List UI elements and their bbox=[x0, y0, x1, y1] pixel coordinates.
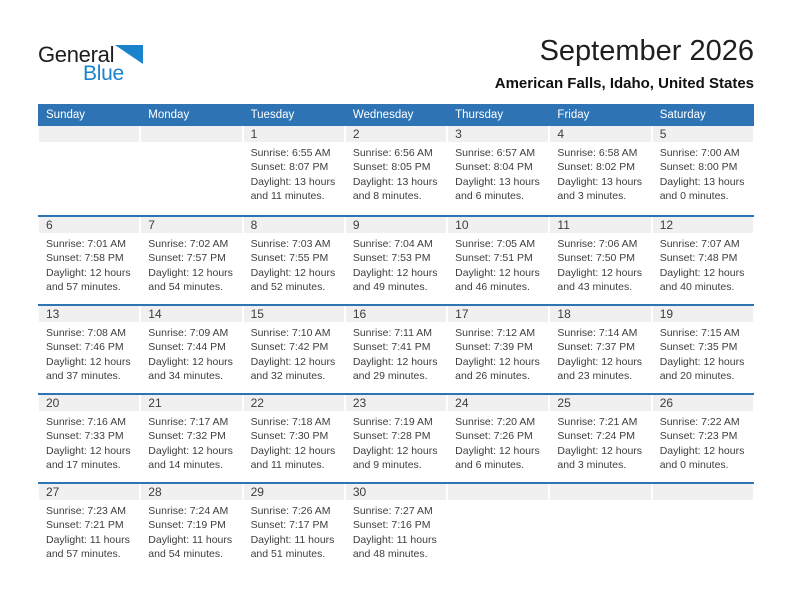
day-number: 8 bbox=[244, 217, 344, 233]
sunset-text: Sunset: 8:07 PM bbox=[250, 161, 329, 174]
day-details bbox=[243, 500, 345, 561]
day-cell bbox=[652, 217, 754, 304]
logo-text-blue: Blue bbox=[83, 62, 124, 85]
day-cell bbox=[549, 126, 651, 215]
sunset-text: Sunset: 7:16 PM bbox=[352, 519, 431, 532]
sunrise-text: Sunrise: 7:21 AM bbox=[557, 416, 638, 428]
daylight-text-2: and 9 minutes. bbox=[352, 458, 422, 471]
sunset-text: Sunset: 7:51 PM bbox=[455, 252, 533, 265]
sunrise-text: Sunrise: 7:17 AM bbox=[148, 416, 229, 428]
page-subtitle: American Falls, Idaho, United States bbox=[494, 74, 754, 92]
daylight-text-2: and 8 minutes. bbox=[352, 189, 422, 202]
sunrise-text: Sunrise: 7:04 AM bbox=[352, 238, 433, 250]
daylight-text-2: and 57 minutes. bbox=[46, 280, 121, 293]
daylight-text-2: and 46 minutes. bbox=[455, 280, 530, 293]
day-number: 11 bbox=[550, 217, 650, 233]
day-number: 19 bbox=[653, 306, 753, 322]
sunrise-text: Sunrise: 7:06 AM bbox=[557, 238, 638, 250]
day-number: 21 bbox=[141, 395, 241, 411]
day-cell bbox=[345, 306, 447, 393]
daylight-text-2: and 11 minutes. bbox=[250, 458, 325, 471]
daylight-text-2: and 37 minutes. bbox=[46, 369, 121, 382]
day-number-band bbox=[550, 484, 650, 500]
sunrise-text: Sunrise: 6:58 AM bbox=[557, 147, 638, 159]
daylight-text: Daylight: 12 hours bbox=[250, 444, 336, 457]
day-cell bbox=[549, 395, 651, 482]
day-number: 14 bbox=[141, 306, 241, 322]
daylight-text: Daylight: 12 hours bbox=[659, 266, 745, 279]
day-number: 17 bbox=[448, 306, 548, 322]
day-number: 12 bbox=[653, 217, 753, 233]
daylight-text: Daylight: 12 hours bbox=[250, 355, 336, 368]
day-cell bbox=[345, 484, 447, 571]
day-details bbox=[652, 233, 754, 294]
day-details bbox=[447, 411, 549, 472]
day-number: 15 bbox=[244, 306, 344, 322]
day-number: 13 bbox=[39, 306, 139, 322]
daylight-text: Daylight: 13 hours bbox=[250, 175, 336, 188]
daylight-text: Daylight: 13 hours bbox=[455, 175, 540, 188]
sunrise-text: Sunrise: 7:05 AM bbox=[455, 238, 536, 250]
sunset-text: Sunset: 7:30 PM bbox=[250, 430, 329, 443]
day-details bbox=[243, 233, 345, 294]
daylight-text: Daylight: 12 hours bbox=[557, 266, 643, 279]
empty-day-cell bbox=[652, 484, 754, 571]
daylight-text: Daylight: 11 hours bbox=[148, 533, 233, 546]
day-details bbox=[345, 411, 447, 472]
day-details bbox=[38, 500, 140, 561]
daylight-text-2: and 54 minutes. bbox=[148, 547, 223, 560]
sunset-text: Sunset: 7:41 PM bbox=[352, 341, 431, 354]
daylight-text: Daylight: 11 hours bbox=[352, 533, 437, 546]
daylight-text: Daylight: 12 hours bbox=[659, 355, 745, 368]
day-number: 10 bbox=[448, 217, 548, 233]
sunset-text: Sunset: 7:53 PM bbox=[352, 252, 431, 265]
day-cell bbox=[140, 306, 242, 393]
day-number: 9 bbox=[346, 217, 446, 233]
sunset-text: Sunset: 7:46 PM bbox=[46, 341, 124, 354]
daylight-text-2: and 48 minutes. bbox=[352, 547, 428, 560]
daylight-text-2: and 0 minutes. bbox=[659, 189, 729, 202]
sunrise-text: Sunrise: 7:14 AM bbox=[557, 327, 638, 339]
day-cell bbox=[140, 217, 242, 304]
empty-day-cell bbox=[549, 484, 651, 571]
empty-day-cell bbox=[140, 126, 242, 215]
day-cell bbox=[345, 395, 447, 482]
day-cell bbox=[38, 484, 140, 571]
day-details bbox=[549, 142, 651, 203]
page-title: September 2026 bbox=[539, 35, 754, 67]
sunset-text: Sunset: 8:05 PM bbox=[352, 161, 431, 174]
day-number-band bbox=[448, 484, 548, 500]
daylight-text: Daylight: 12 hours bbox=[352, 266, 438, 279]
sunrise-text: Sunrise: 7:09 AM bbox=[148, 327, 229, 339]
sunrise-text: Sunrise: 7:03 AM bbox=[250, 238, 331, 250]
daylight-text: Daylight: 12 hours bbox=[148, 266, 233, 279]
daylight-text: Daylight: 12 hours bbox=[659, 444, 745, 457]
day-number: 29 bbox=[244, 484, 344, 500]
daylight-text-2: and 26 minutes. bbox=[455, 369, 530, 382]
day-cell bbox=[38, 395, 140, 482]
daylight-text-2: and 52 minutes. bbox=[250, 280, 326, 293]
day-details bbox=[38, 322, 140, 383]
sunrise-text: Sunrise: 7:20 AM bbox=[455, 416, 536, 428]
day-number: 3 bbox=[448, 126, 548, 142]
daylight-text: Daylight: 12 hours bbox=[46, 266, 131, 279]
sunrise-text: Sunrise: 7:26 AM bbox=[250, 505, 331, 517]
day-cell bbox=[549, 217, 651, 304]
daylight-text-2: and 6 minutes. bbox=[455, 458, 525, 471]
day-details bbox=[652, 322, 754, 383]
calendar-week-row bbox=[38, 126, 754, 215]
daylight-text-2: and 34 minutes. bbox=[148, 369, 223, 382]
sunrise-text: Sunrise: 7:07 AM bbox=[659, 238, 740, 250]
day-details bbox=[243, 142, 345, 203]
sunset-text: Sunset: 7:44 PM bbox=[148, 341, 226, 354]
day-details bbox=[140, 322, 242, 383]
daylight-text: Daylight: 12 hours bbox=[557, 355, 643, 368]
day-number: 26 bbox=[653, 395, 753, 411]
sunset-text: Sunset: 7:37 PM bbox=[557, 341, 636, 354]
daylight-text: Daylight: 12 hours bbox=[250, 266, 336, 279]
day-number: 7 bbox=[141, 217, 241, 233]
sunrise-text: Sunrise: 7:23 AM bbox=[46, 505, 126, 517]
sunrise-text: Sunrise: 6:57 AM bbox=[455, 147, 536, 159]
daylight-text: Daylight: 13 hours bbox=[659, 175, 745, 188]
sunset-text: Sunset: 7:24 PM bbox=[557, 430, 636, 443]
day-cell bbox=[447, 217, 549, 304]
day-details bbox=[549, 322, 651, 383]
daylight-text: Daylight: 12 hours bbox=[352, 355, 438, 368]
day-of-week-header-friday: Friday bbox=[557, 109, 590, 121]
day-number: 30 bbox=[346, 484, 446, 500]
day-of-week-header-wednesday: Wednesday bbox=[352, 109, 414, 121]
sunset-text: Sunset: 7:32 PM bbox=[148, 430, 226, 443]
day-number: 4 bbox=[550, 126, 650, 142]
daylight-text: Daylight: 12 hours bbox=[557, 444, 643, 457]
daylight-text-2: and 3 minutes. bbox=[557, 189, 627, 202]
daylight-text-2: and 43 minutes. bbox=[557, 280, 633, 293]
sunset-text: Sunset: 8:00 PM bbox=[659, 161, 738, 174]
sunrise-text: Sunrise: 6:55 AM bbox=[250, 147, 331, 159]
day-cell bbox=[652, 306, 754, 393]
day-number: 27 bbox=[39, 484, 139, 500]
day-details bbox=[140, 233, 242, 294]
day-number: 20 bbox=[39, 395, 139, 411]
day-details bbox=[140, 411, 242, 472]
sunrise-text: Sunrise: 7:19 AM bbox=[352, 416, 433, 428]
day-details bbox=[652, 411, 754, 472]
daylight-text: Daylight: 12 hours bbox=[46, 355, 131, 368]
sunrise-text: Sunrise: 7:24 AM bbox=[148, 505, 229, 517]
day-number: 24 bbox=[448, 395, 548, 411]
sunrise-text: Sunrise: 7:27 AM bbox=[352, 505, 433, 517]
sunset-text: Sunset: 7:58 PM bbox=[46, 252, 124, 265]
day-number: 25 bbox=[550, 395, 650, 411]
sunset-text: Sunset: 8:04 PM bbox=[455, 161, 533, 174]
day-details bbox=[652, 142, 754, 203]
sunset-text: Sunset: 7:48 PM bbox=[659, 252, 738, 265]
day-number: 16 bbox=[346, 306, 446, 322]
day-details bbox=[549, 233, 651, 294]
day-details bbox=[345, 322, 447, 383]
day-cell bbox=[549, 306, 651, 393]
day-details bbox=[345, 142, 447, 203]
sunset-text: Sunset: 8:02 PM bbox=[557, 161, 636, 174]
day-cell bbox=[447, 395, 549, 482]
day-cell bbox=[243, 217, 345, 304]
day-of-week-header-thursday: Thursday bbox=[455, 109, 504, 121]
sunrise-text: Sunrise: 7:00 AM bbox=[659, 147, 740, 159]
day-details bbox=[243, 322, 345, 383]
daylight-text-2: and 23 minutes. bbox=[557, 369, 633, 382]
daylight-text: Daylight: 13 hours bbox=[557, 175, 643, 188]
sunset-text: Sunset: 7:50 PM bbox=[557, 252, 636, 265]
daylight-text-2: and 3 minutes. bbox=[557, 458, 627, 471]
empty-day-cell bbox=[38, 126, 140, 215]
day-details bbox=[345, 500, 447, 561]
sunrise-text: Sunrise: 7:10 AM bbox=[250, 327, 331, 339]
day-cell bbox=[345, 217, 447, 304]
day-number: 28 bbox=[141, 484, 241, 500]
daylight-text: Daylight: 12 hours bbox=[352, 444, 438, 457]
sunset-text: Sunset: 7:57 PM bbox=[148, 252, 226, 265]
day-details bbox=[345, 233, 447, 294]
daylight-text-2: and 54 minutes. bbox=[148, 280, 223, 293]
sunrise-text: Sunrise: 7:01 AM bbox=[46, 238, 126, 250]
day-of-week-header-monday: Monday bbox=[148, 109, 190, 121]
daylight-text-2: and 57 minutes. bbox=[46, 547, 121, 560]
title-block bbox=[495, 36, 754, 92]
general-blue-logo bbox=[38, 44, 143, 84]
day-details bbox=[140, 500, 242, 561]
daylight-text-2: and 6 minutes. bbox=[455, 189, 525, 202]
day-cell bbox=[243, 395, 345, 482]
day-number-band bbox=[653, 484, 753, 500]
day-details bbox=[447, 142, 549, 203]
day-number-band bbox=[39, 126, 139, 142]
empty-day-cell bbox=[447, 484, 549, 571]
sunset-text: Sunset: 7:17 PM bbox=[250, 519, 329, 532]
daylight-text-2: and 40 minutes. bbox=[659, 280, 735, 293]
day-cell bbox=[140, 484, 242, 571]
sunset-text: Sunset: 7:39 PM bbox=[455, 341, 533, 354]
day-cell bbox=[38, 217, 140, 304]
daylight-text: Daylight: 11 hours bbox=[46, 533, 130, 546]
daylight-text-2: and 14 minutes. bbox=[148, 458, 223, 471]
daylight-text: Daylight: 12 hours bbox=[46, 444, 131, 457]
day-cell bbox=[243, 126, 345, 215]
daylight-text-2: and 51 minutes. bbox=[250, 547, 326, 560]
day-details bbox=[549, 411, 651, 472]
sunset-text: Sunset: 7:28 PM bbox=[352, 430, 431, 443]
sunset-text: Sunset: 7:42 PM bbox=[250, 341, 329, 354]
sunset-text: Sunset: 7:55 PM bbox=[250, 252, 329, 265]
day-number: 6 bbox=[39, 217, 139, 233]
day-details bbox=[38, 411, 140, 472]
daylight-text-2: and 29 minutes. bbox=[352, 369, 428, 382]
daylight-text-2: and 11 minutes. bbox=[250, 189, 325, 202]
day-cell bbox=[345, 126, 447, 215]
day-cell bbox=[652, 395, 754, 482]
sunrise-text: Sunrise: 6:56 AM bbox=[352, 147, 433, 159]
daylight-text-2: and 20 minutes. bbox=[659, 369, 735, 382]
day-number: 18 bbox=[550, 306, 650, 322]
daylight-text-2: and 49 minutes. bbox=[352, 280, 428, 293]
calendar-week-row bbox=[38, 304, 754, 393]
sunset-text: Sunset: 7:21 PM bbox=[46, 519, 124, 532]
day-cell bbox=[38, 306, 140, 393]
calendar-week-row bbox=[38, 215, 754, 304]
calendar-week-row bbox=[38, 482, 754, 571]
day-cell bbox=[243, 484, 345, 571]
sunrise-text: Sunrise: 7:12 AM bbox=[455, 327, 536, 339]
day-of-week-header-sunday: Sunday bbox=[46, 109, 86, 121]
daylight-text: Daylight: 12 hours bbox=[148, 444, 233, 457]
daylight-text: Daylight: 12 hours bbox=[455, 266, 540, 279]
day-cell bbox=[652, 126, 754, 215]
sunrise-text: Sunrise: 7:18 AM bbox=[250, 416, 331, 428]
sunset-text: Sunset: 7:19 PM bbox=[148, 519, 226, 532]
day-details bbox=[447, 233, 549, 294]
sunset-text: Sunset: 7:33 PM bbox=[46, 430, 124, 443]
sunrise-text: Sunrise: 7:22 AM bbox=[659, 416, 740, 428]
day-cell bbox=[140, 395, 242, 482]
day-of-week-header-tuesday: Tuesday bbox=[250, 109, 295, 121]
daylight-text: Daylight: 12 hours bbox=[455, 444, 540, 457]
sunrise-text: Sunrise: 7:16 AM bbox=[46, 416, 126, 428]
logo-text-general: General bbox=[38, 42, 115, 67]
day-number: 5 bbox=[653, 126, 753, 142]
day-details bbox=[243, 411, 345, 472]
day-of-week-header-row bbox=[38, 104, 754, 126]
day-cell bbox=[243, 306, 345, 393]
day-cell bbox=[447, 126, 549, 215]
calendar-week-row bbox=[38, 393, 754, 482]
sunset-text: Sunset: 7:35 PM bbox=[659, 341, 738, 354]
sunrise-text: Sunrise: 7:11 AM bbox=[352, 327, 433, 339]
day-number: 22 bbox=[244, 395, 344, 411]
calendar bbox=[38, 104, 754, 571]
daylight-text: Daylight: 12 hours bbox=[148, 355, 233, 368]
sunrise-text: Sunrise: 7:02 AM bbox=[148, 238, 229, 250]
daylight-text: Daylight: 12 hours bbox=[455, 355, 540, 368]
daylight-text-2: and 32 minutes. bbox=[250, 369, 326, 382]
sunrise-text: Sunrise: 7:08 AM bbox=[46, 327, 126, 339]
day-number-band bbox=[141, 126, 241, 142]
daylight-text-2: and 0 minutes. bbox=[659, 458, 729, 471]
daylight-text: Daylight: 13 hours bbox=[352, 175, 438, 188]
sunset-text: Sunset: 7:23 PM bbox=[659, 430, 738, 443]
day-cell bbox=[447, 306, 549, 393]
sunset-text: Sunset: 7:26 PM bbox=[455, 430, 533, 443]
sunrise-text: Sunrise: 7:15 AM bbox=[659, 327, 740, 339]
day-details bbox=[447, 322, 549, 383]
daylight-text-2: and 17 minutes. bbox=[46, 458, 121, 471]
day-of-week-header-saturday: Saturday bbox=[659, 109, 706, 121]
calendar-weeks bbox=[38, 126, 754, 571]
day-details bbox=[38, 233, 140, 294]
day-number: 2 bbox=[346, 126, 446, 142]
daylight-text: Daylight: 11 hours bbox=[250, 533, 335, 546]
day-number: 23 bbox=[346, 395, 446, 411]
day-number: 1 bbox=[244, 126, 344, 142]
